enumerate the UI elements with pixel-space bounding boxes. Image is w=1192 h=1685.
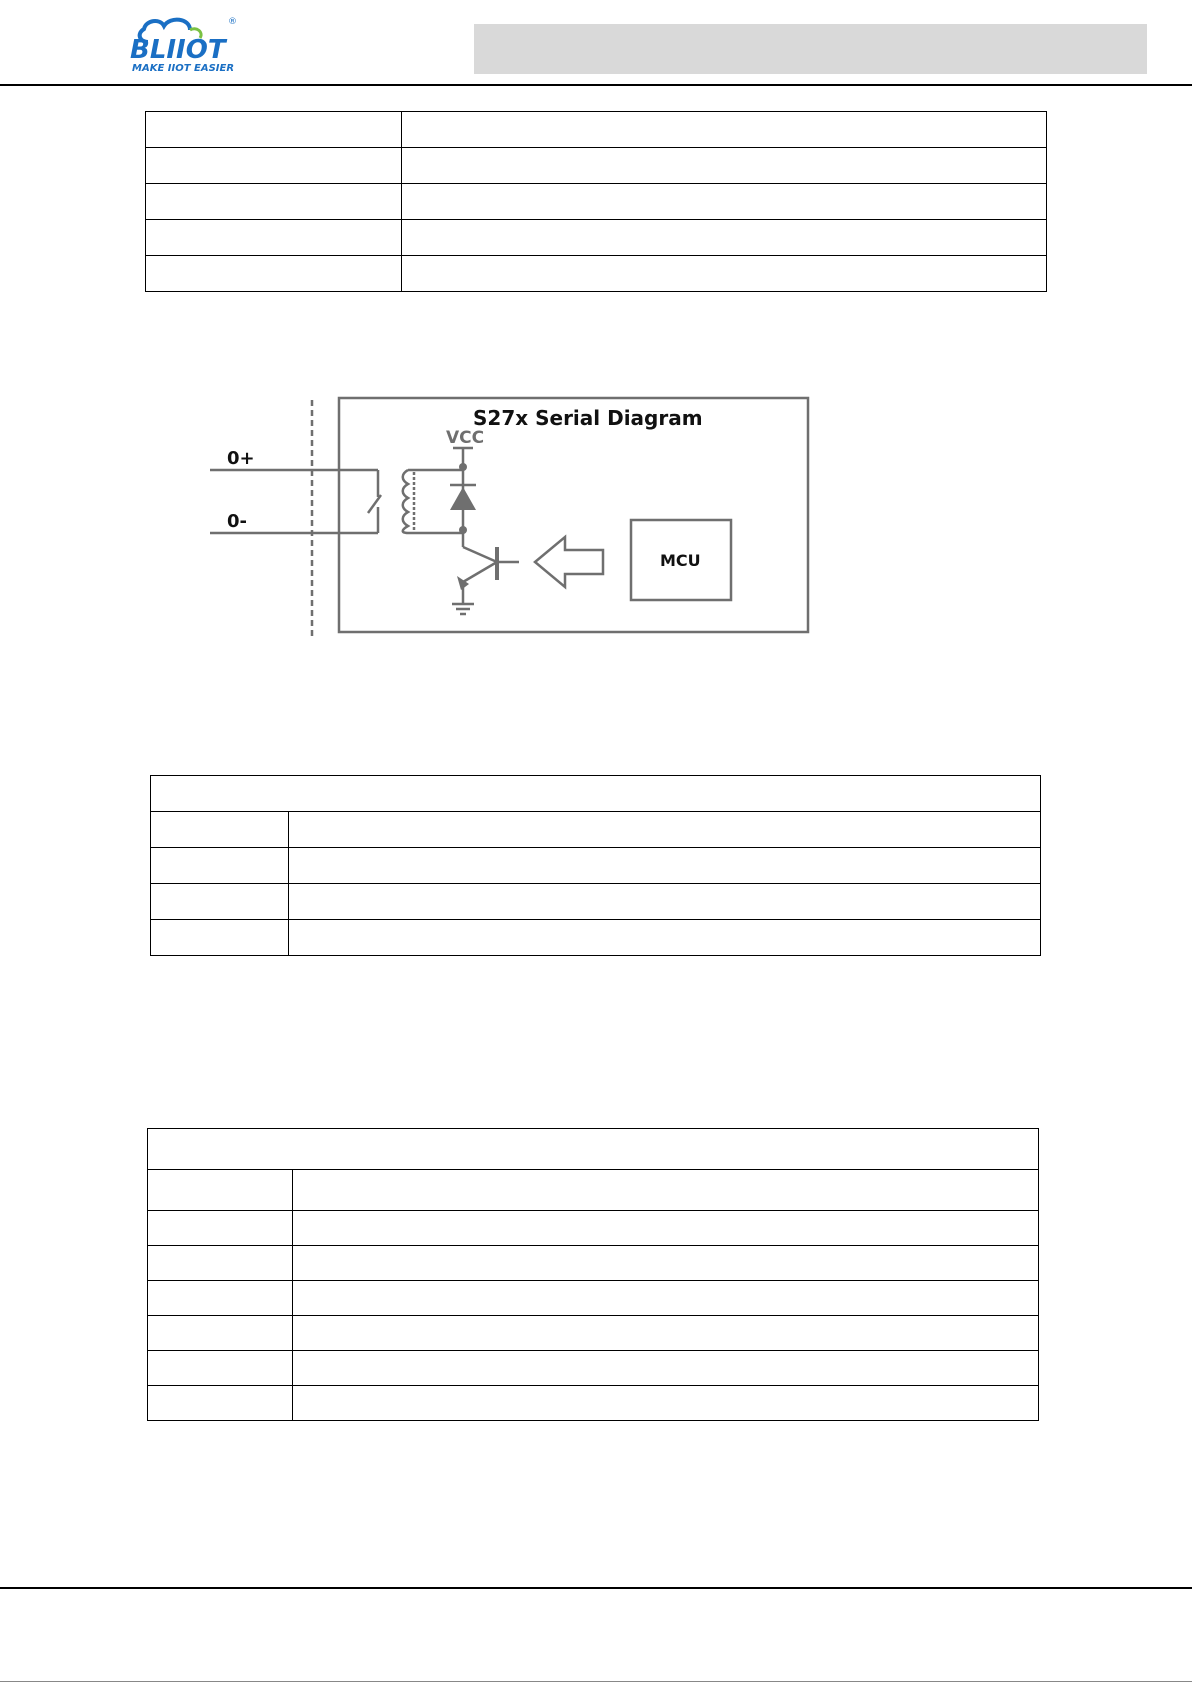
table-cell <box>146 148 402 184</box>
table-cell <box>293 1386 1039 1421</box>
spec-table-2 <box>150 775 1041 956</box>
table-cell <box>146 256 402 292</box>
table-cell <box>293 1351 1039 1386</box>
table-row <box>146 220 1047 256</box>
table-row <box>148 1351 1039 1386</box>
table-cell <box>402 184 1047 220</box>
table-header-cell <box>148 1129 1039 1170</box>
table-cell <box>148 1246 293 1281</box>
table-header-row <box>148 1129 1039 1170</box>
table-row <box>146 256 1047 292</box>
table-row <box>151 884 1041 920</box>
table-cell <box>146 112 402 148</box>
svg-text:®: ® <box>228 17 237 27</box>
table-cell <box>148 1211 293 1246</box>
table-cell <box>151 812 289 848</box>
mcu-label: MCU <box>660 551 701 570</box>
table-header-cell <box>151 776 1041 812</box>
vcc-label: VCC <box>446 428 485 448</box>
table-cell <box>146 184 402 220</box>
table-cell <box>148 1170 293 1211</box>
table-cell <box>293 1246 1039 1281</box>
spec-table-1 <box>145 111 1047 292</box>
table-cell <box>148 1316 293 1351</box>
table-cell <box>293 1211 1039 1246</box>
spec-table-3 <box>147 1128 1039 1421</box>
table-cell <box>151 884 289 920</box>
relay-coil <box>403 470 408 533</box>
module-enclosure <box>339 398 808 632</box>
diagram-title: S27x Serial Diagram <box>473 406 703 430</box>
bliiot-logo <box>128 12 248 76</box>
table-row <box>148 1316 1039 1351</box>
terminal-plus-label: 0+ <box>227 448 255 469</box>
table-cell <box>402 220 1047 256</box>
table-row <box>146 148 1047 184</box>
table-cell <box>289 812 1041 848</box>
table-row <box>148 1386 1039 1421</box>
table-cell <box>148 1281 293 1316</box>
table-row <box>146 184 1047 220</box>
table-cell <box>151 848 289 884</box>
table-row <box>148 1281 1039 1316</box>
arrow-icon <box>535 537 603 587</box>
table-cell <box>289 920 1041 956</box>
table-cell <box>402 148 1047 184</box>
table-header-row <box>151 776 1041 812</box>
table-cell <box>151 920 289 956</box>
table-row <box>146 112 1047 148</box>
table-cell <box>402 256 1047 292</box>
footer-divider <box>0 1587 1192 1589</box>
svg-text:MAKE IIOT EASIER: MAKE IIOT EASIER <box>132 63 235 74</box>
terminal-minus-label: 0- <box>227 511 247 532</box>
table-cell <box>148 1386 293 1421</box>
table-cell <box>293 1281 1039 1316</box>
table-cell <box>289 884 1041 920</box>
table-row <box>148 1246 1039 1281</box>
table-cell <box>402 112 1047 148</box>
table-row <box>148 1170 1039 1211</box>
table-cell <box>148 1351 293 1386</box>
diode-symbol <box>450 487 476 510</box>
table-cell <box>293 1170 1039 1211</box>
table-row <box>151 848 1041 884</box>
table-row <box>151 920 1041 956</box>
header-bar <box>474 24 1147 74</box>
footer-divider-bottom <box>0 1681 1192 1682</box>
table-cell <box>289 848 1041 884</box>
table-row <box>151 812 1041 848</box>
s27x-serial-diagram <box>205 392 815 642</box>
table-cell <box>146 220 402 256</box>
svg-text:BLIIOT: BLIIOT <box>130 35 226 65</box>
table-row <box>148 1211 1039 1246</box>
header-divider <box>0 84 1192 86</box>
table-cell <box>293 1316 1039 1351</box>
